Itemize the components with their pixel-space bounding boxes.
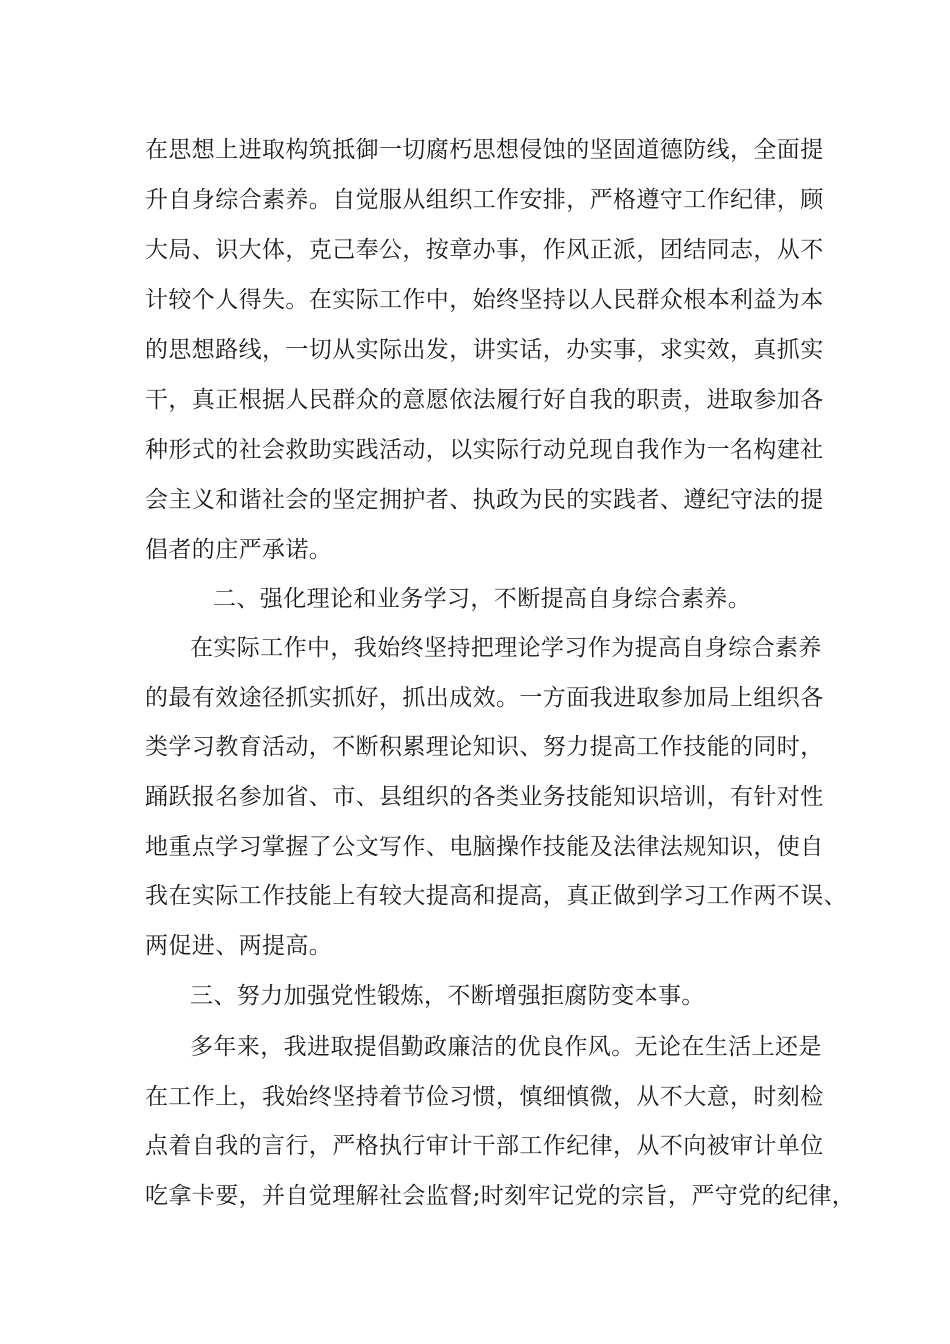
body-line: 吃拿卡要，并自觉理解社会监督;时刻牢记党的宗旨，严守党的纪律， <box>145 1183 856 1209</box>
body-line: 倡者的庄严承诺。 <box>145 537 333 563</box>
body-line: 计较个人得失。在实际工作中，始终坚持以人民群众根本利益为本 <box>145 287 824 313</box>
body-line: 点着自我的言行，严格执行审计干部工作纪律，从不向被审计单位 <box>145 1133 824 1159</box>
body-line: 的思想路线，一切从实际出发，讲实话，办实事，求实效，真抓实 <box>145 337 824 363</box>
body-line: 地重点学习掌握了公文写作、电脑操作技能及法律法规知识，使自 <box>145 834 824 860</box>
body-line: 踊跃报名参加省、市、县组织的各类业务技能知识培训，有针对性 <box>145 784 824 810</box>
body-line: 会主义和谐社会的坚定拥护者、执政为民的实践者、遵纪守法的提 <box>145 487 824 513</box>
section-heading: 三、努力加强党性锻炼，不断增强拒腐防变本事。 <box>190 983 705 1009</box>
body-line: 两促进、两提高。 <box>145 933 333 959</box>
body-line: 升自身综合素养。自觉服从组织工作安排，严格遵守工作纪律，顾 <box>145 187 824 213</box>
body-line: 在工作上，我始终坚持着节俭习惯，慎细慎微，从不大意，时刻检 <box>145 1084 824 1110</box>
body-line: 在思想上进取构筑抵御一切腐朽思想侵蚀的坚固道德防线，全面提 <box>145 137 824 163</box>
body-line: 我在实际工作技能上有较大提高和提高，真正做到学习工作两不误、 <box>145 883 847 909</box>
body-line: 多年来，我进取提倡勤政廉洁的优良作风。无论在生活上还是 <box>190 1034 822 1060</box>
body-line: 种形式的社会救助实践活动，以实际行动兑现自我作为一名构建社 <box>145 437 824 463</box>
body-line: 类学习教育活动，不断积累理论知识、努力提高工作技能的同时， <box>145 734 824 760</box>
body-line: 大局、识大体，克己奉公，按章办事，作风正派，团结同志，从不 <box>145 237 824 263</box>
body-line: 在实际工作中，我始终坚持把理论学习作为提高自身综合素养 <box>190 635 822 661</box>
body-line: 干，真正根据人民群众的意愿依法履行好自我的职责，进取参加各 <box>145 387 824 413</box>
body-line: 的最有效途径抓实抓好，抓出成效。一方面我进取参加局上组织各 <box>145 685 824 711</box>
section-heading: 二、强化理论和业务学习，不断提高自身综合素养。 <box>213 586 752 612</box>
